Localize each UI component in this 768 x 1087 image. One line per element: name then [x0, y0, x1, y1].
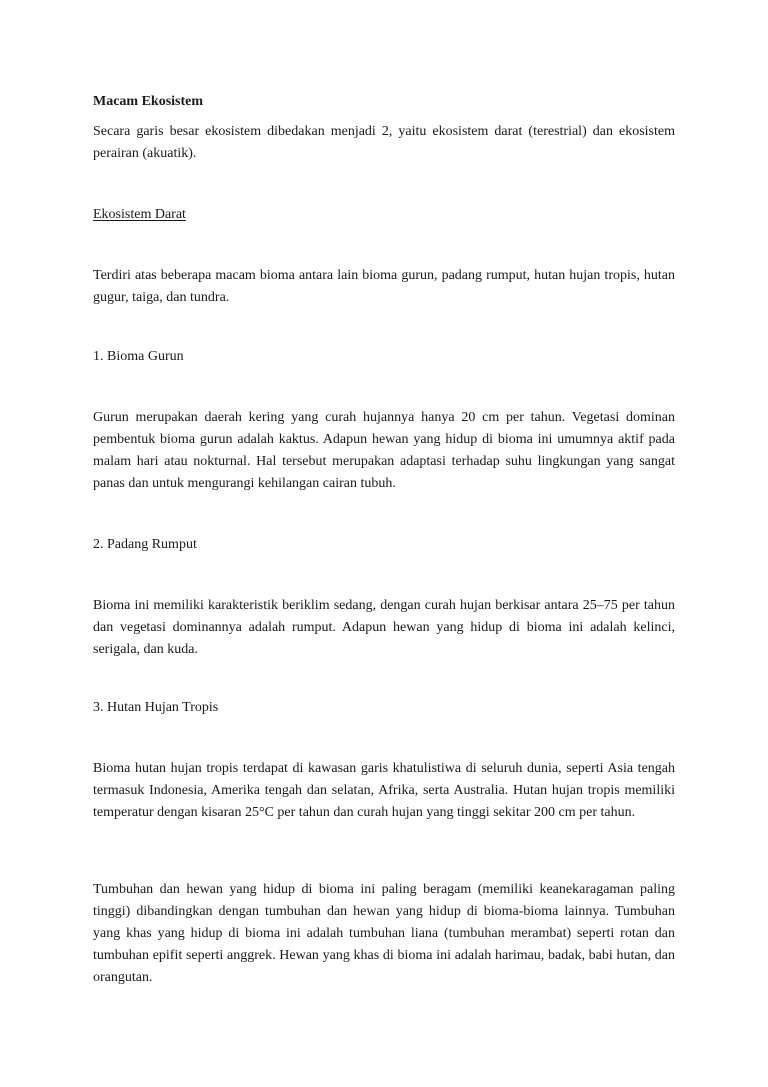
biome-paragraph-hutan-hujan-tropis-2: Tumbuhan dan hewan yang hidup di bioma ini paling beragam (memiliki keanekaragaman paling tinggi) dibandingkan dengan tumbuhan dan hewan yang hidup di bioma-bioma lainnya. Tumbuhan yang khas yang hidup di bioma ini adalah tumbuhan liana (tumbuhan merambat) seperti rotan dan tumbuhan epifit seperti anggrek. Hewan yang khas di bioma ini adalah harimau, badak, babi hutan, dan orangutan.: [93, 882, 675, 985]
biome-paragraph-padang-rumput: Bioma ini memiliki karakteristik beriklim sedang, dengan curah hujan berkisar antara 25–75 per tahun dan vegetasi dominannya adalah rumput. Adapun hewan yang hidup di bioma ini adalah kelinci, serigala, dan kuda.: [93, 598, 675, 657]
document-page: [93, 0, 675, 1087]
document-title: Macam Ekosistem: [93, 94, 204, 109]
biome-paragraph-gurun: Gurun merupakan daerah kering yang curah hujannya hanya 20 cm per tahun. Vegetasi dominan pembentuk bioma gurun adalah kaktus. Adapun hewan yang hidup di bioma ini umumnya aktif pada malam hari atau nokturnal. Hal tersebut merupakan adaptasi terhadap suhu lingkungan yang sangat panas dan untuk mengurangi kehilangan cairan tubuh.: [93, 410, 675, 491]
biome-heading-hutan-hujan-tropis: 3. Hutan Hujan Tropis: [93, 700, 219, 715]
biome-paragraph-hutan-hujan-tropis-1: Bioma hutan hujan tropis terdapat di kawasan garis khatulistiwa di seluruh dunia, seperti Asia tengah termasuk Indonesia, Amerika tengah dan selatan, Afrika, serta Australia. Hutan hujan tropis memiliki temperatur dengan kisaran 25°C per tahun dan curah hujan yang tinggi sekitar 200 cm per tahun.: [93, 761, 675, 820]
biome-heading-padang-rumput: 2. Padang Rumput: [93, 537, 197, 552]
darat-intro-paragraph: Terdiri atas beberapa macam bioma antara lain bioma gurun, padang rumput, hutan hujan tropis, hutan gugur, taiga, dan tundra.: [93, 268, 675, 305]
section-heading-ekosistem-darat: Ekosistem Darat: [93, 207, 186, 222]
intro-paragraph: Secara garis besar ekosistem dibedakan menjadi 2, yaitu ekosistem darat (terestrial) dan ekosistem perairan (akuatik).: [93, 124, 675, 161]
biome-heading-gurun: 1. Bioma Gurun: [93, 349, 184, 364]
